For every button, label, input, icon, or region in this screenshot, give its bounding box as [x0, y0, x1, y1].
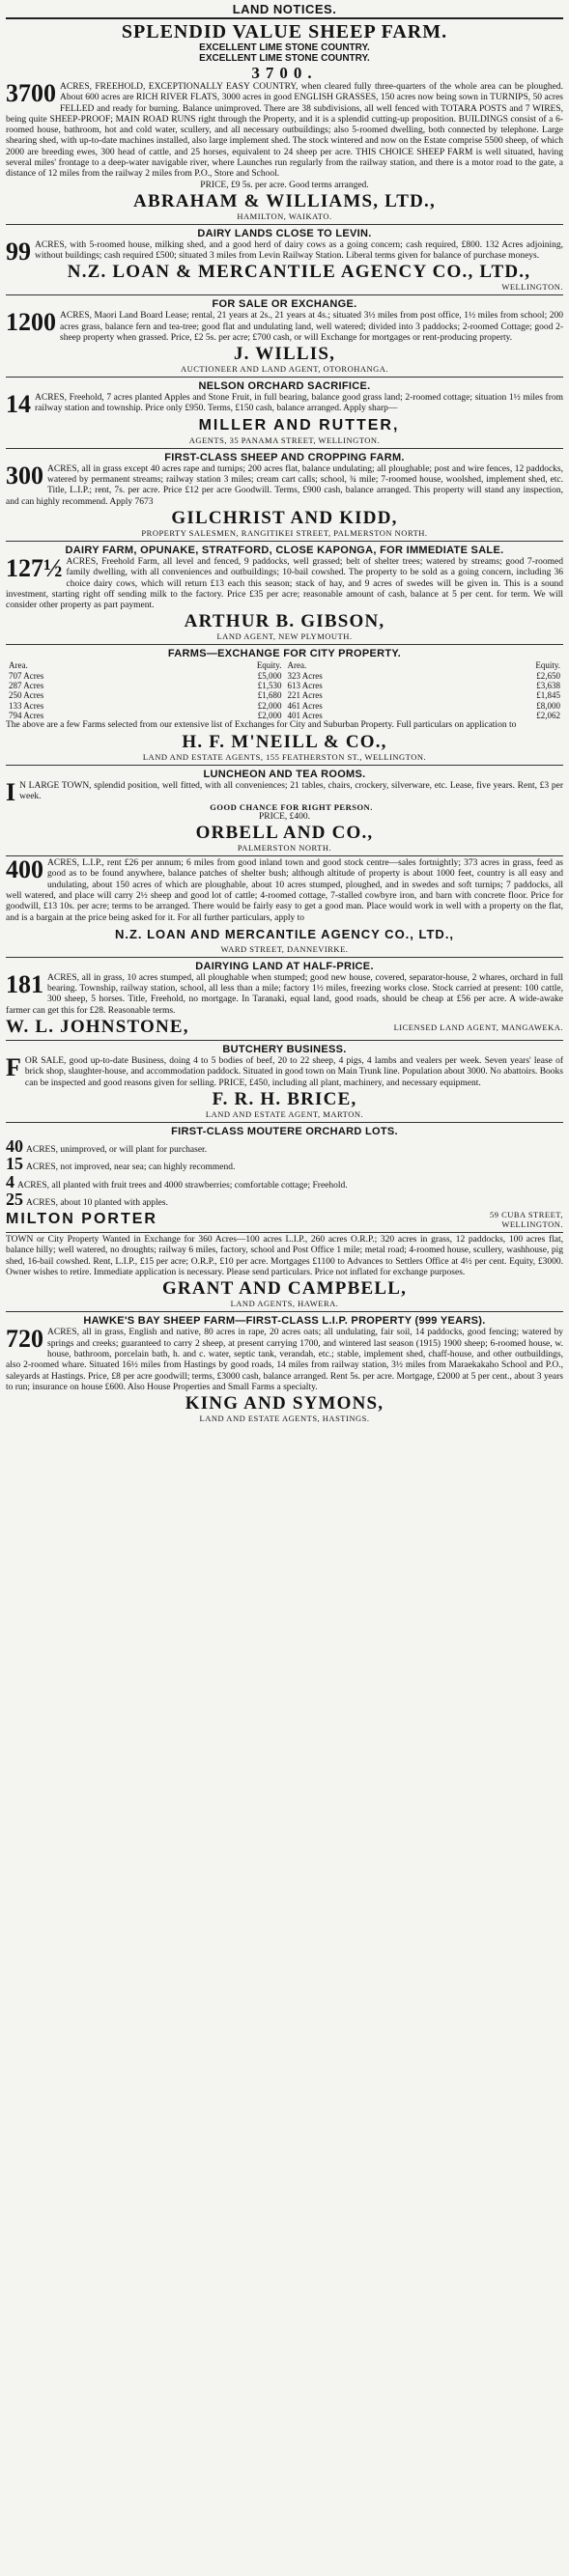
ad-advertiser: J. WILLIS,: [233, 344, 336, 365]
ad-tea-rooms: [6, 766, 563, 857]
ad-advertiser: ABRAHAM & WILLIAMS, LTD.,: [133, 190, 436, 211]
ad-body: [6, 237, 563, 266]
ad-acreage: 3700.: [251, 64, 318, 82]
ad-body: [6, 1325, 563, 1393]
ad-body: [6, 553, 563, 611]
ad-address: HAMILTON, WAIKATO.: [237, 210, 332, 221]
ad-sheep-farm: [6, 19, 563, 225]
table-header: Equity.: [256, 660, 282, 671]
ad-body-text: ACRES, all in grass, English and native, 80 acres in rape, 20 acres oats; all undulating, fair soil, 14 paddocks, good fencing; watered by springs and creeks; guaranteed to carry 2 sheep, at present carrying 1700, and wintered last season (1915) 1900 sheep; 6-roomed house, w. house, bathroom, porcelain bath, h. and c. water, septic tank, verandah, etc.; stable, implement shed, chaff-house, and other outbuildings, also 2-roomed whare. Situated 16½ miles from Hastings by good roads, 14 miles from railway station, 3½ miles from Maraekakaho School and P.O., saleyards at Hastings. Price, £8 per acre goodwill; terms, £3000 cash, balance arranged. Rent 5s. per acre. Mortgage, £2000 at 5 per cent., about 3 years to run; insurance on house £600. Also House Properties and Small Farms a specialty.: [6, 1328, 563, 1392]
ad-body-text: OR SALE, good up-to-date Business, doing 4 to 5 bodies of beef, 20 to 22 sheep, 4 pigs, 4 lambs and vealers per week. Seven years' lease of brick shop, slaughter-house, and accommodation paddock. Situated in good town on Main Trunk line. Population about 3000. No abattoirs. Books can be inspected and good reasons given for selling. PRICE, £450, including all plant, machinery, and necessary equipment.: [24, 1056, 563, 1088]
table-cell: £2,000: [257, 710, 282, 720]
ad-body-text: TOWN or City Property Wanted in Exchange for 360 Acres—100 acres L.I.P., 260 acres O.R.P.; 320 acres in grass, 12 paddocks, 100 acres flat, balance hilly; well watered, no droughts; railway 6 miles, factory, school and Post Office 1 mile; metal road; 4-roomed house, scullery, washhouse, pig shed, 16-bail cowshed. Rent, L.I.P., £15 per acre; O.R.P., £10 per acre. Mortgages £1100 to Advances to Settlers Office at 4½ per cent. Equity, £3000. Owner wishes to retire. Immediate application is necessary. Please send particulars. Price not inflated for exchange purposes.: [6, 1235, 563, 1278]
table-header: Area.: [287, 660, 307, 671]
ad-body-text: ACRES, FREEHOLD, EXCEPTIONALLY EASY COUNTRY, when cleared fully three-quarters of the whole area can be ploughed. About 600 acres are RICH RIVER FLATS, 3000 acres in good ENGLISH GRASSES, 150 acres now being sown in TURNIPS, 50 acres FELLED and ready for burning. Balance unimproved. There are 38 subdivisions, all well fenced with TOTARA POSTS and 7 WIRES, being quite SHEEP-PROOF; MAIN ROAD RUNS right through the Property, and it is a splendid cutting-up proposition. BUILDINGS consist of a 6-roomed house, bathroom, hot and cold water, scullery, and all necessary outbuildings; also 5-roomed dwelling, both connected by telephone. Large shearing shed, with up-to-date machines installed, also large implement shed. The stock wintered and now on the Estate comprise 5500 sheep, of which 2000 are breeding ewes, 300 head of cattle, and 25 horses, equivalent to 24 sheep per acre. THIS CHOICE SHEEP FARM is well situated, having several miles' frontage to a deep-water navigable river, where Launches run regularly from the railway station, and there is a motor road to the gate, a distance of 12 miles from the railway 2 miles from P.O., Store and School.: [6, 82, 563, 180]
table-row: [6, 671, 563, 681]
ad-lead-number: 1200: [6, 308, 56, 337]
ad-advertiser: MILLER AND RUTTER,: [198, 416, 400, 434]
table-cell: 221 Acres: [287, 690, 323, 701]
table-cell: 323 Acres: [287, 670, 323, 681]
ad-address: LICENSED LAND AGENT, MANGAWEKA.: [393, 1022, 563, 1032]
ad-lead-number: 15: [6, 1154, 23, 1174]
ad-address: WELLINGTON.: [501, 282, 563, 293]
ad-headline: HAWKE'S BAY SHEEP FARM—FIRST-CLASS L.I.P. PROPERTY (999 YEARS).: [83, 1315, 486, 1328]
ad-headline: LUNCHEON AND TEA ROOMS.: [203, 768, 366, 780]
ad-moutere-orchard: [6, 1123, 563, 1233]
ad-lead-number: 400: [6, 856, 43, 884]
ad-dairy-opunake: [6, 542, 563, 645]
table-cell: 133 Acres: [9, 700, 44, 711]
ad-body: [6, 858, 563, 924]
ad-headline: SPLENDID VALUE SHEEP FARM.: [121, 21, 448, 42]
list-item-text: ACRES, about 10 planted with apples.: [26, 1197, 168, 1208]
ad-body-text: N LARGE TOWN, splendid position, well fitted, with all conveniences; 21 tables, chairs, crockery, silverware, etc. Lease, five years. Rent, £3 per week.: [19, 780, 563, 801]
ad-advertiser: N.Z. LOAN & MERCANTILE AGENCY CO., LTD.,: [67, 262, 531, 283]
ad-town-exchange: [6, 1233, 563, 1312]
ad-body: [6, 390, 563, 419]
masthead: LAND NOTICES.: [6, 0, 563, 19]
ad-advertiser: GRANT AND CAMPBELL,: [161, 1278, 408, 1300]
ad-lead-number: 25: [6, 1189, 23, 1209]
ad-advertiser: N.Z. LOAN AND MERCANTILE AGENCY CO., LTD.,: [114, 926, 455, 941]
ad-headline: DAIRYING LAND AT HALF-PRICE.: [195, 960, 374, 972]
ad-headline: DAIRY LANDS CLOSE TO LEVIN.: [197, 227, 372, 239]
table-cell: £1,680: [257, 690, 282, 701]
ad-body-text: ACRES, Freehold Farm, all level and fenced, 9 paddocks, well grassed; belt of shelter trees; watered by streams; good 7-roomed family dwelling, with all conveniences and outbuildings; 10-bail cowshed. The property to be sold as a going concern, including 36 choice dairy cows, which will return £13 each this season; stack of hay, and 9 acres of swedes will be given in. This is a sound investment, starting right off sending milk to the factory. Price £35 per acre; reasonable amount of cash, balance at 5 per cent. for term. We will consider other property as part payment.: [6, 556, 563, 611]
list-item: [6, 1156, 563, 1173]
list-item-text: ACRES, unimproved, or will plant for purchaser.: [26, 1144, 208, 1155]
ad-address: LAND AGENT, NEW PLYMOUTH.: [216, 631, 353, 642]
ad-signature-row: [6, 1209, 563, 1229]
ad-lead-letter: I: [6, 777, 16, 806]
table-row: [6, 701, 563, 711]
list-item: [6, 1135, 563, 1156]
ad-hawkes-bay: [6, 1312, 563, 1426]
table-row: [6, 681, 563, 690]
ad-advertiser: KING AND SYMONS,: [185, 1393, 384, 1414]
ad-headline: NELSON ORCHARD SACRIFICE.: [198, 380, 371, 393]
ad-body: [6, 79, 563, 181]
ad-body-text: ACRES, Maori Land Board Lease; rental, 21 years at 2s., 21 years at 4s.; situated 3½ miles from post office, 1½ miles from school; 200 acres grass, balance fern and tea-tree; good flat and undulating land, well watered; divided into 3 paddocks; 2-roomed Cottage; good 2-sheep property when grassed. Price, £2 5s. per acre; £700 cash, or will Exchange for mortgages or rent-producing property.: [60, 311, 563, 343]
ad-address: PALMERSTON NORTH.: [237, 843, 332, 854]
ad-body: [6, 308, 563, 344]
ad-body: [6, 969, 563, 1017]
table-cell: £1,530: [257, 681, 282, 691]
ad-sale-exchange: [6, 295, 563, 378]
ad-subheading: EXCELLENT LIME STONE COUNTRY.: [199, 42, 370, 53]
ad-address: WARD STREET, DANNEVIRKE.: [220, 943, 349, 954]
table-header: Area.: [9, 660, 28, 671]
ad-body-text: ACRES, L.I.P., rent £26 per annum; 6 miles from good inland town and good stock centre—sales fortnightly; 373 acres in grass, feed as good as to be found anywhere, balance patches of shelter bush; although altitude of property is about 1000 feet, country is all easy and undulating, about 150 acres of which are ploughable, about 10 acres stumped, ploughed, and in swedes and soft turnips; 7 paddocks, all well watered, and place will carry 2½ sheep and good lot of cattle; 4-roomed cottage, 7-stalled cowbyre iron, and barn with concrete floor. Price for goodwill, £13 10s. per acre; terms to be arranged. There would be fairly easy to get a good man. Place would work in well with a property on the flat, and is a bargain at the price being asked for it. For all further particulars, apply to: [6, 858, 563, 923]
ad-address: AGENTS, 35 PANAMA STREET, WELLINGTON.: [188, 434, 381, 445]
table-cell: £8,000: [536, 700, 560, 711]
ad-body-text: ACRES, Freehold, 7 acres planted Apples and Stone Fruit, in full bearing, balance good grass land; 2-roomed cottage; situation 1½ miles from railway station and township. Price only £950. Terms, £150 cash, balance arranged. Apply sharp—: [35, 393, 563, 414]
list-item-text: ACRES, all planted with fruit trees and 4000 strawberries; comfortable cottage; Freehold.: [17, 1180, 348, 1190]
ad-lead-number: 300: [6, 461, 43, 490]
ad-lip-dannevirke: [6, 856, 563, 958]
ad-sheep-cropping: [6, 449, 563, 542]
table-cell: 287 Acres: [9, 681, 44, 691]
ad-address: PROPERTY SALESMEN, RANGITIKEI STREET, PALMERSTON NORTH.: [141, 527, 428, 538]
ad-address: LAND AGENTS, HAWERA.: [230, 1299, 339, 1309]
table-cell: £5,000: [257, 670, 282, 681]
list-item: [6, 1171, 563, 1191]
ad-lead-number: 14: [6, 390, 31, 419]
ad-dairy-half-price: [6, 958, 563, 1041]
ad-subheading: GOOD CHANCE FOR RIGHT PERSON.: [210, 802, 373, 813]
ad-signature-row: [6, 1017, 563, 1037]
ad-body-text: ACRES, all in grass except 40 acres rape and turnips; 200 acres flat, balance undulating; all ploughable; post and wire fences, 12 paddocks, watered by permanent streams; railway station 3 miles; cream cart calls; school, ¾ mile; 7-roomed house, woolshed, implement shed, etc. Title, L.I.P.; rent, 7s. per acre. Price £12 per acre Goodwill. Terms, £900 cash, balance arranged. This property will stand any inspection, and can highly recommend. Apply 7673: [6, 463, 563, 507]
table-cell: 461 Acres: [287, 700, 323, 711]
table-cell: 250 Acres: [9, 690, 44, 701]
ad-butchery: [6, 1041, 563, 1123]
ad-advertiser: ORBELL AND CO.,: [195, 823, 374, 844]
ad-body: [6, 1053, 563, 1089]
ad-subheading: EXCELLENT LIME STONE COUNTRY.: [199, 53, 370, 64]
ad-lead-number: 99: [6, 237, 31, 266]
ad-nelson-orchard: [6, 378, 563, 449]
ad-body-text: ACRES, with 5-roomed house, milking shed, and a good herd of dairy cows as a going concern; cash required, £800. 132 Acres adjoining, without buildings; cash required £500; situated 3 miles from Levin Railway Station. Liberal terms given for balance of purchase moneys.: [35, 239, 563, 261]
ad-address: LAND AND ESTATE AGENTS, HASTINGS.: [199, 1414, 370, 1424]
table-row: [6, 711, 563, 720]
ad-advertiser: MILTON PORTER: [6, 1211, 157, 1228]
table-cell: 794 Acres: [9, 710, 44, 720]
ad-advertiser: GILCHRIST AND KIDD,: [171, 507, 398, 528]
farms-table: [6, 660, 563, 720]
ad-address: LAND AND ESTATE AGENTS, 155 FEATHERSTON ST., WELLINGTON.: [142, 751, 427, 762]
ad-lead-number: 127½: [6, 553, 63, 582]
ad-headline: BUTCHERY BUSINESS.: [222, 1044, 347, 1056]
ad-lead-letter: F: [6, 1053, 21, 1082]
table-cell: £2,650: [536, 670, 560, 681]
table-header: Equity.: [535, 660, 560, 671]
ad-advertiser: F. R. H. BRICE,: [212, 1088, 357, 1109]
ad-headline: FIRST-CLASS MOUTERE ORCHARD LOTS.: [171, 1125, 398, 1137]
ad-address: 59 CUBA STREET, WELLINGTON.: [489, 1209, 563, 1229]
table-cell: £3,638: [536, 681, 560, 691]
ad-body-text: The above are a few Farms selected from our extensive list of Exchanges for City and Suburban Property. Full particulars on application to: [6, 720, 517, 731]
ad-body: [6, 777, 563, 806]
ad-headline: FARMS—EXCHANGE FOR CITY PROPERTY.: [167, 648, 402, 660]
list-item: [6, 1191, 563, 1209]
table-cell: £2,000: [257, 700, 282, 711]
ad-lead-number: 720: [6, 1325, 43, 1354]
ad-headline: FIRST-CLASS SHEEP AND CROPPING FARM.: [164, 451, 405, 463]
table-header-row: [6, 660, 563, 670]
ad-headline: DAIRY FARM, OPUNAKE, STRATFORD, CLOSE KAPONGA, FOR IMMEDIATE SALE.: [65, 544, 504, 556]
table-cell: £1,845: [536, 690, 560, 701]
ad-body: [6, 461, 563, 508]
table-cell: 401 Acres: [287, 710, 323, 720]
ad-lead-number: 4: [6, 1171, 14, 1191]
ad-lead-number: 3700: [6, 79, 56, 107]
ad-dairy-levin: [6, 225, 563, 296]
ad-lead-number: 181: [6, 969, 43, 998]
ad-price: PRICE, £400.: [258, 812, 311, 823]
ad-advertiser: W. L. JOHNSTONE,: [6, 1017, 189, 1038]
table-cell: 613 Acres: [287, 681, 323, 691]
list-item-text: ACRES, not improved, near sea; can highly recommend.: [26, 1162, 236, 1173]
table-row: [6, 690, 563, 700]
table-cell: £2,062: [536, 710, 560, 720]
ad-advertiser: ARTHUR B. GIBSON,: [184, 611, 385, 632]
ad-address: AUCTIONEER AND LAND AGENT, OTOROHANGA.: [180, 364, 389, 375]
ad-body-text: ACRES, all in grass, 10 acres stumped, all ploughable when stumped; good new house, covered, separator-house, 2 whares, orchard in full bearing. Township, railway station, school, all less than a mile; factory 1½ miles, freezing works close. Stock carried at present: 100 cattle, 300 sheep, 5 horses. Title, Freehold, no mortgage. In Taranaki, equal land, good roads, should be cheap at £56 per acre. A wide-awake farmer can get this for £28. Reasonable terms.: [6, 972, 563, 1016]
ad-address: LAND AND ESTATE AGENT, MARTON.: [205, 1108, 364, 1119]
ad-lead-number: 40: [6, 1135, 23, 1156]
ad-advertiser: H. F. M'NEILL & CO.,: [182, 731, 387, 752]
ad-headline: FOR SALE OR EXCHANGE.: [212, 298, 357, 311]
ad-farms-exchange: [6, 645, 563, 765]
ad-price: PRICE, £9 5s. per acre. Good terms arranged.: [200, 180, 369, 190]
table-cell: 707 Acres: [9, 670, 44, 681]
